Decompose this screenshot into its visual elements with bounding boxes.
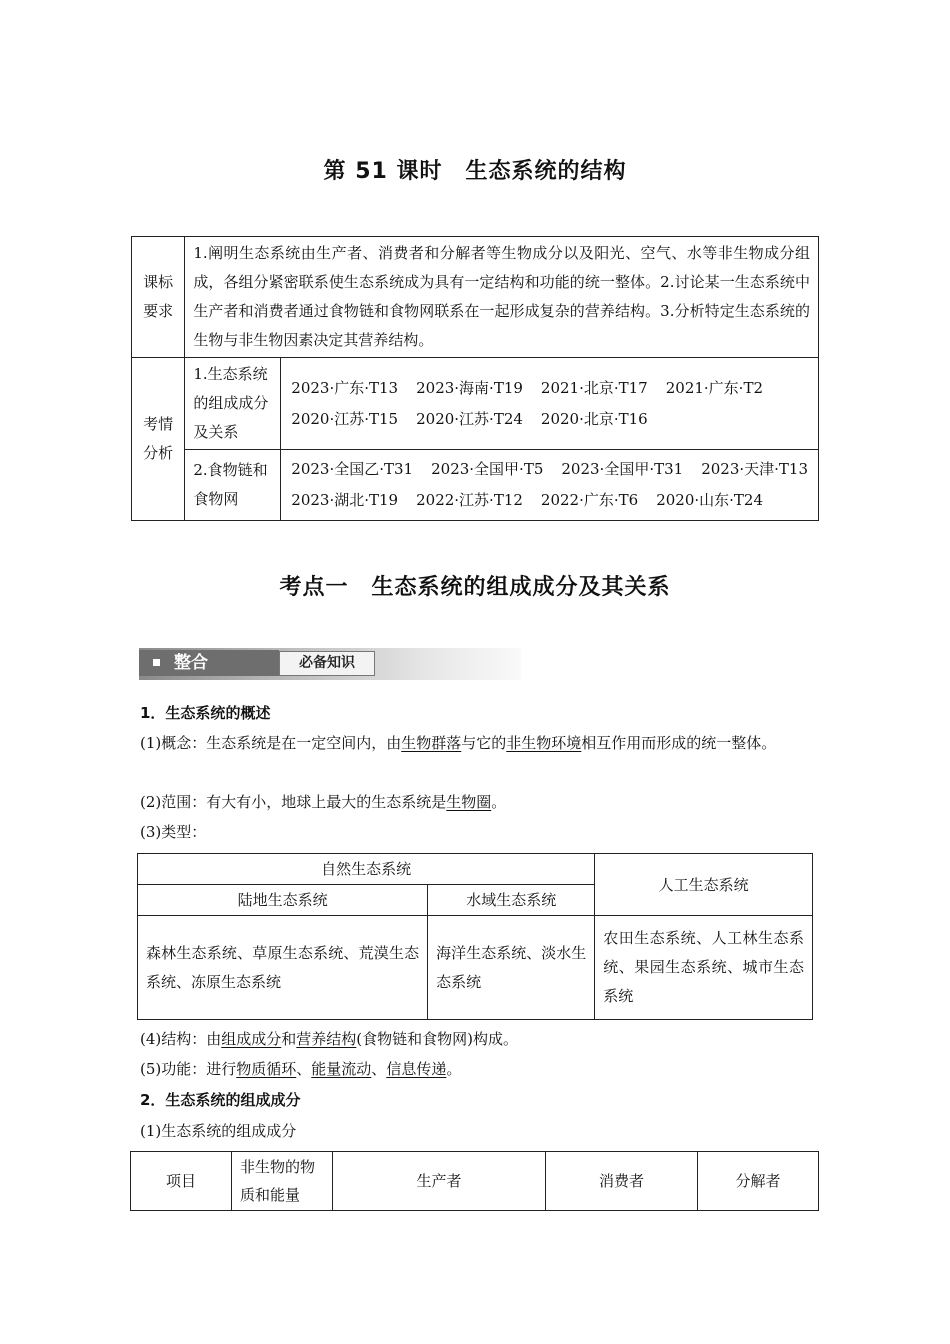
exam-item: 2020·江苏·T15 [291,409,399,428]
land-items: 森林生态系统、草原生态系统、荒漠生态系统、冻原生态系统 [138,916,428,1020]
para-types: (3)类型： [140,823,207,841]
para-concept [140,729,812,758]
exam-label-1: 考情 [143,415,174,433]
ecosystem-type-table [137,853,813,1020]
exam-items-1 [281,358,819,450]
exam-item: 2021·北京·T17 [540,378,648,397]
exam-item: 2023·湖北·T19 [291,491,399,509]
req-label-2: 要求 [143,302,174,320]
col-consumer: 消费者 [546,1152,698,1211]
col-abiotic: 非生物的物质和能量 [232,1152,333,1211]
text: (2)范围：有大有小，地球上最大的生态系统是 [140,793,447,811]
exam-item: 2023·海南·T19 [416,378,523,397]
exam-item: 2023·全国甲·T5 [431,460,544,478]
answer-blank: 物质循环 [236,1060,297,1078]
exam-item: 2021·广东·T2 [665,378,763,397]
req-label [132,237,185,358]
answer-blank: 营养结构 [296,1030,357,1048]
col-decomposer: 分解者 [698,1152,819,1211]
para-scope [140,788,812,817]
req-text: 1.阐明生态系统由生产者、消费者和分解者等生物成分以及阳光、空气、水等非生物成分组成，各组分紧密联系使生态系统成为具有一定结构和功能的统一整体。2.讨论某一生态系统中生产者和消费者通过食物链和食物网联系在一起形成复杂的营养结构。3.分析特定生态系统的生物与非生物因素决定其营养结构。 [185,237,819,358]
artificial-header: 人工生态系统 [595,854,813,916]
land-header: 陆地生态系统 [138,885,428,916]
banner-main [139,650,279,676]
text: 、 [371,1060,387,1078]
req-label-1: 课标 [143,273,174,291]
answer-blank: 非生物环境 [506,734,582,752]
text: (5)功能：进行 [140,1060,237,1078]
col-item: 项目 [131,1152,232,1211]
banner-tag: 必备知识 [279,651,375,676]
col-producer: 生产者 [333,1152,546,1211]
exam-item: 2022·江苏·T12 [416,491,523,509]
text: 相互作用而形成的统一整体。 [581,734,777,752]
exam-item: 2020·北京·T16 [540,409,648,428]
natural-header: 自然生态系统 [138,854,595,885]
page-title: 第 51 课时 生态系统的结构 [323,159,627,184]
square-bullet-icon [153,659,160,666]
para-structure [140,1025,812,1054]
text: 与它的 [461,734,507,752]
section-title: 考点一 生态系统的组成成分及其关系 [279,575,671,600]
water-items: 海洋生态系统、淡水生态系统 [428,916,595,1020]
curriculum-table [131,236,819,521]
text: (食物链和食物网)构成。 [356,1030,519,1048]
exam-items-2 [281,450,819,521]
exam-item: 2020·山东·T24 [656,491,763,509]
exam-item: 2023·全国乙·T31 [291,460,414,478]
answer-blank: 信息传递 [386,1060,447,1078]
heading-components: 2．生态系统的组成成分 [140,1091,301,1109]
exam-topic-2: 2.食物链和食物网 [185,450,281,521]
water-header: 水域生态系统 [428,885,595,916]
components-table [130,1151,819,1211]
banner-main-label: 整合 [174,653,208,673]
section-banner [139,648,521,680]
text: (1)概念：生态系统是在一定空间内，由 [140,734,402,752]
answer-blank: 组成成分 [221,1030,282,1048]
para-components: (1)生态系统的组成成分 [140,1122,297,1140]
para-function [140,1055,812,1084]
exam-item: 2022·广东·T6 [540,491,639,509]
exam-item: 2023·天津·T13 [701,460,808,478]
text: 。 [446,1060,462,1078]
heading-overview: 1．生态系统的概述 [140,704,271,722]
exam-topic-1: 1.生态系统的组成成分及关系 [185,358,281,450]
answer-blank: 能量流动 [311,1060,372,1078]
exam-label [132,358,185,521]
answer-blank: 生物圈 [446,793,492,811]
artificial-items: 农田生态系统、人工林生态系统、果园生态系统、城市生态系统 [595,916,813,1020]
exam-item: 2023·全国甲·T31 [561,460,684,478]
exam-item: 2023·广东·T13 [291,378,399,397]
answer-blank: 生物群落 [401,734,462,752]
text: 和 [281,1030,297,1048]
exam-label-2: 分析 [143,444,174,462]
text: 、 [296,1060,312,1078]
text: 。 [491,793,507,811]
exam-item: 2020·江苏·T24 [416,409,523,428]
text: (4)结构：由 [140,1030,222,1048]
